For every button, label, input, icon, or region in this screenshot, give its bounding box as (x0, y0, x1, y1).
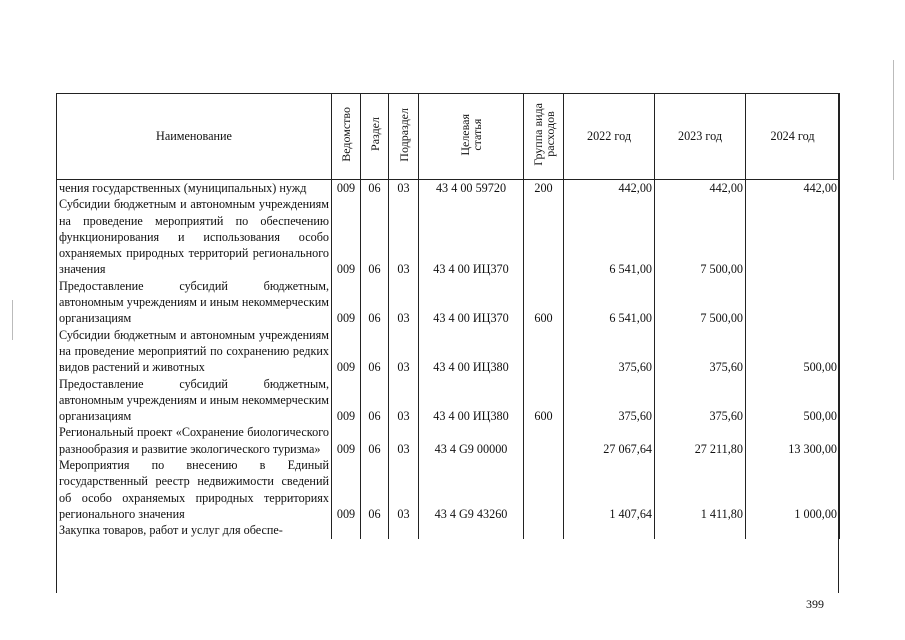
row-subsection (389, 522, 419, 538)
header-row (57, 94, 840, 180)
row-expense-group: 600 (524, 376, 564, 425)
table-row (57, 457, 840, 522)
row-2023: 375,60 (655, 376, 746, 425)
row-target: 43 4 00 ИЦ370 (419, 278, 524, 327)
row-subsection: 03 (389, 376, 419, 425)
row-target: 43 4 00 ИЦ370 (419, 196, 524, 277)
row-2023: 442,00 (655, 180, 746, 197)
table-row (57, 424, 840, 457)
header-ministry: Ведомство (332, 94, 361, 180)
row-2024: 13 300,00 (746, 424, 840, 457)
row-target: 43 4 00 ИЦ380 (419, 327, 524, 376)
row-ministry: 009 (332, 457, 361, 522)
row-2022: 442,00 (564, 180, 655, 197)
row-section: 06 (361, 327, 389, 376)
budget-table (56, 93, 840, 539)
row-2024: 442,00 (746, 180, 840, 197)
header-2022: 2022 год (564, 94, 655, 180)
row-section: 06 (361, 278, 389, 327)
row-2024: 500,00 (746, 376, 840, 425)
row-section: 06 (361, 180, 389, 197)
row-name: Мероприятия по внесению в Единый государственный реестр недвижимости сведений об особо охраняемых природных территориях регионального значения (57, 457, 332, 522)
row-name: Субсидии бюджетным и автономным учреждениям на проведение мероприятий по обеспечению функционирования и использования особо охраняемых природных территорий регионального значения (57, 196, 332, 277)
row-2023: 27 211,80 (655, 424, 746, 457)
row-2022 (564, 522, 655, 538)
scan-artifact (893, 60, 894, 180)
row-name: Предоставление субсидий бюджетным, автономным учреждениям и иным некоммерческим организациям (57, 278, 332, 327)
row-2023: 375,60 (655, 327, 746, 376)
row-2024 (746, 278, 840, 327)
row-ministry: 009 (332, 424, 361, 457)
row-section (361, 522, 389, 538)
row-2022: 6 541,00 (564, 196, 655, 277)
row-subsection: 03 (389, 327, 419, 376)
row-2022: 1 407,64 (564, 457, 655, 522)
table-row (57, 522, 840, 538)
row-2023 (655, 522, 746, 538)
row-2023: 7 500,00 (655, 196, 746, 277)
row-ministry: 009 (332, 196, 361, 277)
row-expense-group (524, 457, 564, 522)
row-section: 06 (361, 457, 389, 522)
row-target: 43 4 G9 00000 (419, 424, 524, 457)
header-section: Раздел (361, 94, 389, 180)
row-name: Закупка товаров, работ и услуг для обеспе- (57, 522, 332, 538)
row-2024: 1 000,00 (746, 457, 840, 522)
row-2024 (746, 196, 840, 277)
row-subsection: 03 (389, 424, 419, 457)
row-2024: 500,00 (746, 327, 840, 376)
header-2024: 2024 год (746, 94, 840, 180)
row-expense-group: 200 (524, 180, 564, 197)
scan-artifact (12, 300, 13, 340)
row-2024 (746, 522, 840, 538)
row-subsection: 03 (389, 278, 419, 327)
row-ministry: 009 (332, 278, 361, 327)
header-name: Наименование (57, 94, 332, 180)
table-row (57, 327, 840, 376)
row-ministry: 009 (332, 376, 361, 425)
row-section: 06 (361, 196, 389, 277)
row-expense-group (524, 424, 564, 457)
row-ministry: 009 (332, 327, 361, 376)
row-2022: 375,60 (564, 376, 655, 425)
row-name: Региональный проект «Сохранение биологического разнообразия и развитие экологического туризма» (57, 424, 332, 457)
row-section: 06 (361, 376, 389, 425)
row-name: Субсидии бюджетным и автономным учреждениям на проведение мероприятий по сохранению редких видов растений и животных (57, 327, 332, 376)
header-subsection: Подраздел (389, 94, 419, 180)
header-expense-group: Группа вида расходов (524, 94, 564, 180)
header-2023: 2023 год (655, 94, 746, 180)
header-target: Целевая статья (419, 94, 524, 180)
row-expense-group (524, 196, 564, 277)
row-expense-group (524, 522, 564, 538)
table-row (57, 376, 840, 425)
row-target: 43 4 G9 43260 (419, 457, 524, 522)
row-subsection: 03 (389, 180, 419, 197)
row-ministry (332, 522, 361, 538)
row-2022: 27 067,64 (564, 424, 655, 457)
table-row (57, 278, 840, 327)
row-2023: 7 500,00 (655, 278, 746, 327)
row-name: чения государственных (муниципальных) нужд (57, 180, 332, 197)
row-2022: 375,60 (564, 327, 655, 376)
row-target: 43 4 00 59720 (419, 180, 524, 197)
row-name: Предоставление субсидий бюджетным, автономным учреждениям и иным некоммерческим организациям (57, 376, 332, 425)
table-row (57, 196, 840, 277)
row-2023: 1 411,80 (655, 457, 746, 522)
row-expense-group: 600 (524, 278, 564, 327)
row-ministry: 009 (332, 180, 361, 197)
row-2022: 6 541,00 (564, 278, 655, 327)
row-expense-group (524, 327, 564, 376)
row-target (419, 522, 524, 538)
page-number: 399 (806, 597, 824, 611)
row-target: 43 4 00 ИЦ380 (419, 376, 524, 425)
row-subsection: 03 (389, 457, 419, 522)
row-subsection: 03 (389, 196, 419, 277)
row-section: 06 (361, 424, 389, 457)
table-row (57, 180, 840, 197)
